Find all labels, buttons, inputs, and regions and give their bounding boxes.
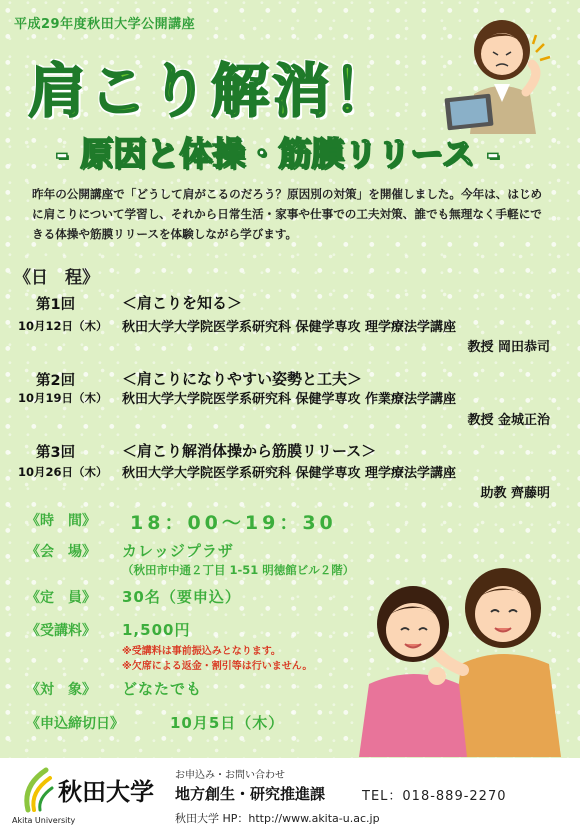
venue-value: カレッジプラザ (122, 542, 234, 560)
homepage-link[interactable]: 秋田大学 HP：http://www.akita-u.ac.jp (175, 812, 380, 825)
target-label: 《対 象》 (26, 682, 96, 698)
session-1-affiliation: 秋田大学大学院医学系研究科 保健学専攻 理学療法学講座 (122, 320, 457, 335)
session-2-affiliation: 秋田大学大学院医学系研究科 保健学専攻 作業療法学講座 (122, 392, 457, 407)
event-subtitle: 平成29年度秋田大学公開講座 (14, 17, 196, 32)
session-1-number: 第1回 (36, 297, 76, 313)
session-3-date: 10月26日（木） (18, 465, 108, 479)
fee-value: 1,500円 (122, 621, 191, 639)
telephone: TEL：018-889-2270 (362, 789, 507, 804)
session-1-date: 10月12日（木） (18, 319, 108, 333)
contact-label: お申込み・お問い合わせ (175, 770, 285, 781)
shoulder-massage-illustration (355, 552, 570, 757)
session-3-lecturer: 助教 齊藤明 (480, 486, 550, 501)
intro-text: 昨年の公開講座で「どうして肩がこるのだろう？原因別の対策」を開催しました。今年は、はじめに肩こりについて学習し、それから日常生活・家事や仕事での工夫対策、誰でも無理なく手軽にできる体操や筋膜リリースを体験しながら学びます。 (32, 187, 543, 241)
fee-note-refund: ※欠席による返金・割引等は行いません。 (122, 661, 313, 672)
akita-university-logo-icon (20, 766, 56, 814)
schedule-heading: 《日 程》 (14, 268, 99, 288)
venue-address: （秋田市中通２丁目 1-51 明徳館ビル２階） (122, 563, 355, 577)
session-2-title: ＜肩こりになりやすい姿勢と工夫＞ (122, 370, 363, 388)
session-2-date: 10月19日（木） (18, 391, 108, 405)
session-3-number: 第3回 (36, 445, 76, 461)
venue-label: 《会 場》 (26, 544, 96, 560)
capacity-label: 《定 員》 (26, 590, 96, 606)
sub-title: - 原因と体操・筋膜リリース - (55, 134, 500, 173)
fee-note-prepay: ※受講料は事前振込みとなります。 (122, 646, 281, 657)
session-1-title: ＜肩こりを知る＞ (122, 294, 243, 312)
deadline-value: 10月5日（木） (170, 714, 285, 732)
main-title: 肩こり解消！ (28, 57, 395, 125)
deadline-label: 《申込締切日》 (26, 716, 124, 732)
capacity-value: 30名（要申込） (122, 588, 241, 606)
university-name: 秋田大学 (58, 778, 154, 806)
department-name: 地方創生・研究推進課 (175, 785, 326, 803)
time-label: 《時 間》 (26, 513, 96, 529)
session-2-lecturer: 教授 金城正治 (467, 413, 550, 428)
target-value: どなたでも (122, 680, 203, 698)
woman-laptop-illustration (440, 4, 565, 134)
time-value: 18：00〜19：30 (130, 512, 337, 534)
university-name-en: Akita University (12, 816, 76, 825)
session-2-number: 第2回 (36, 373, 76, 389)
session-3-affiliation: 秋田大学大学院医学系研究科 保健学専攻 理学療法学講座 (122, 466, 457, 481)
footer (0, 758, 580, 831)
session-1-lecturer: 教授 岡田恭司 (467, 340, 550, 355)
session-3-title: ＜肩こり解消体操から筋膜リリース＞ (122, 442, 377, 460)
fee-label: 《受講料》 (26, 623, 96, 639)
